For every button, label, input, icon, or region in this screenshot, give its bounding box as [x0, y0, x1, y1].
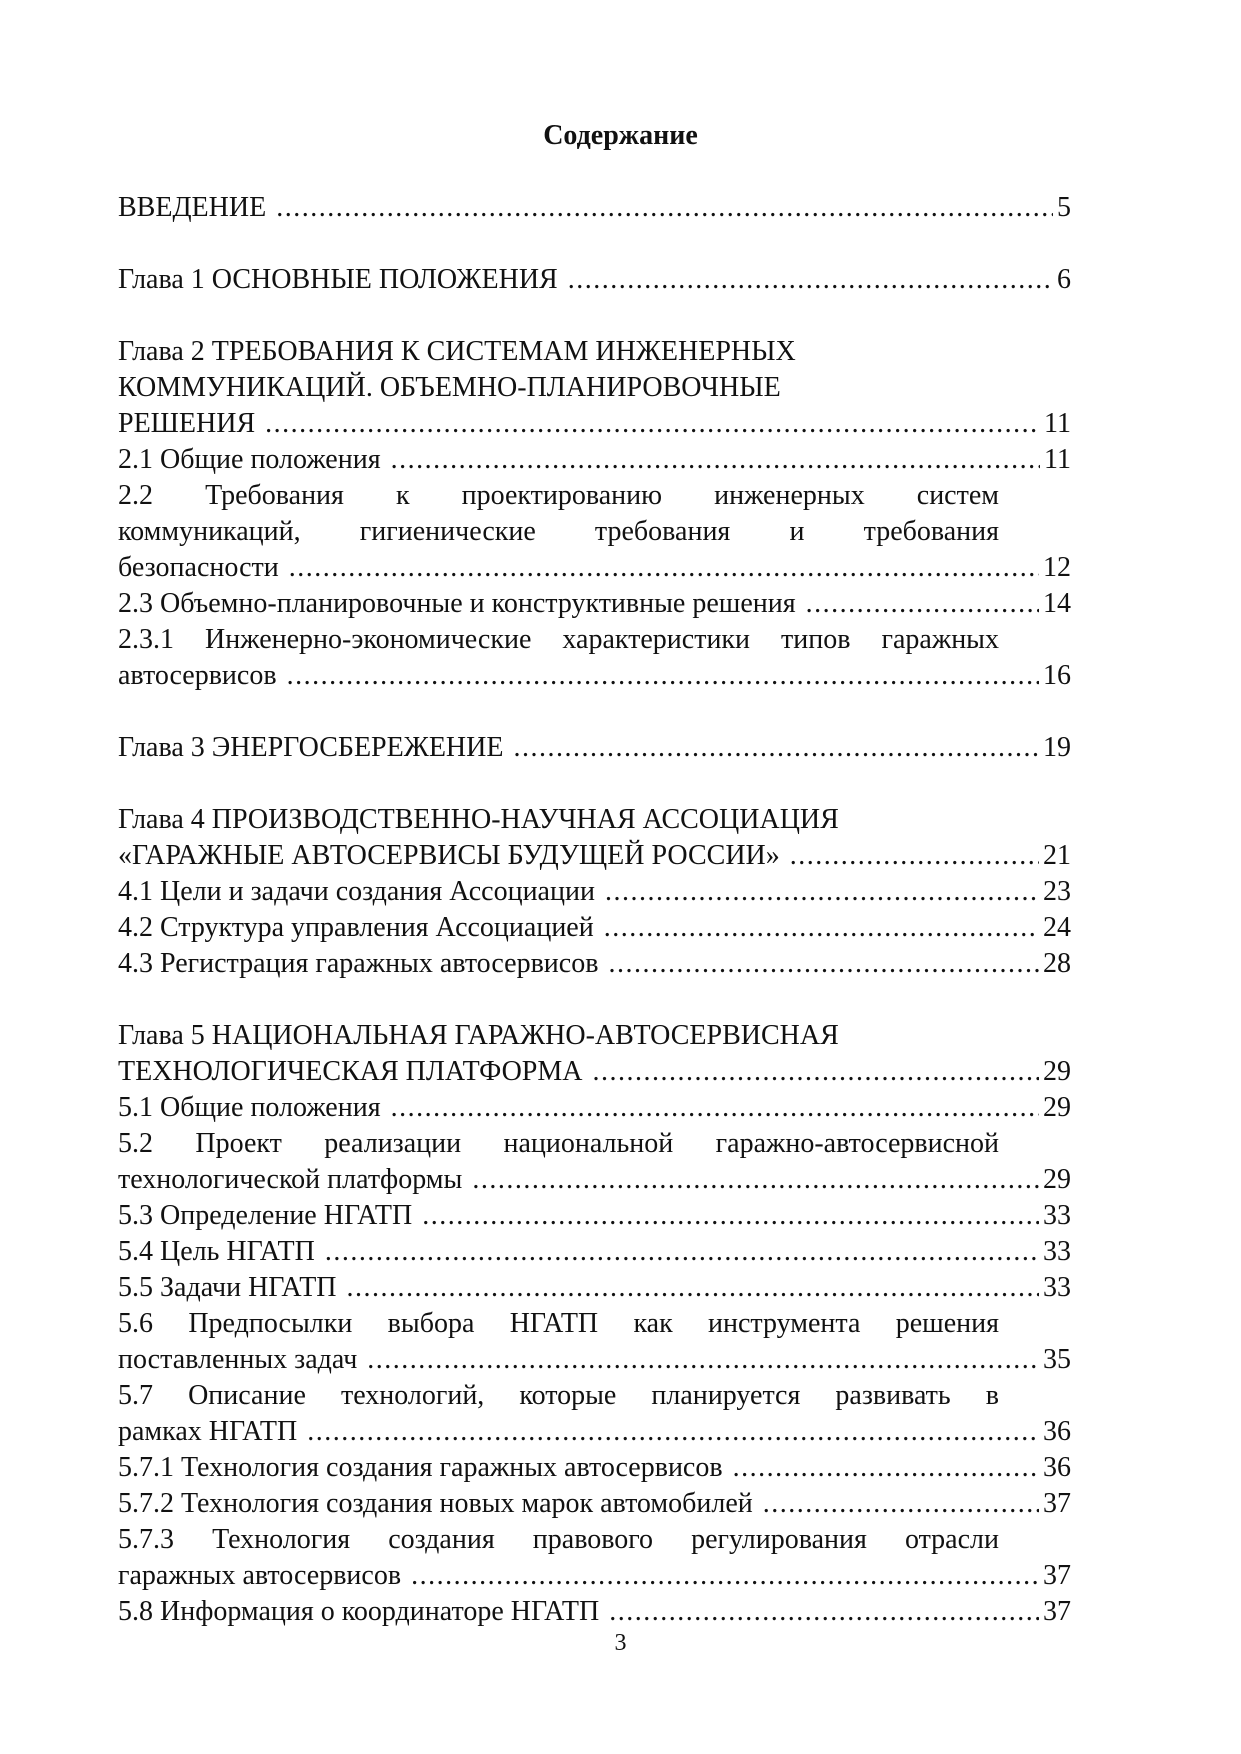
toc-page-number: 16: [1043, 660, 1071, 691]
toc-entry-title: ТЕХНОЛОГИЧЕСКАЯ ПЛАТФОРМА: [118, 1056, 583, 1087]
toc-entry-leader-line: [118, 1162, 1071, 1198]
toc-entry-line: Глава 2 ТРЕБОВАНИЯ К СИСТЕМАМ ИНЖЕНЕРНЫХ: [118, 336, 796, 367]
toc-entry-title: 5.5 Задачи НГАТП: [118, 1272, 337, 1303]
toc-entry-line: коммуникаций, гигиенические требования и требования: [118, 516, 999, 547]
page-number: 3: [614, 1630, 627, 1656]
toc-entry-line: Глава 5 НАЦИОНАЛЬНАЯ ГАРАЖНО-АВТОСЕРВИСНАЯ: [118, 1020, 839, 1051]
toc-entry-title: 5.3 Определение НГАТП: [118, 1200, 413, 1231]
dot-leader: [422, 1198, 1039, 1234]
toc-entry-leader-line: [118, 1054, 1071, 1090]
dot-leader: [287, 658, 1039, 694]
toc-page-number: 37: [1043, 1596, 1071, 1627]
toc-entry-leader-line: [118, 658, 1071, 694]
toc-entry[interactable]: [118, 802, 1071, 874]
toc-entry-title: 2.3 Объемно-планировочные и конструктивные решения: [118, 588, 796, 619]
toc-page-number: 19: [1043, 732, 1071, 763]
toc-entry-leader-line: [118, 1234, 1071, 1270]
toc-entry-leader-line: [118, 1594, 1071, 1630]
toc-entry-leader-line: [118, 586, 1071, 622]
dot-leader: [733, 1450, 1039, 1486]
toc-page-number: 33: [1043, 1236, 1071, 1267]
dot-leader: [411, 1558, 1039, 1594]
dot-leader: [568, 262, 1053, 298]
toc-entry-line: КОММУНИКАЦИЙ. ОБЪЕМНО-ПЛАНИРОВОЧНЫЕ: [118, 372, 781, 403]
toc-entry-title: рамках НГАТП: [118, 1416, 298, 1447]
toc-entry-title: Глава 1 ОСНОВНЫЕ ПОЛОЖЕНИЯ: [118, 264, 558, 295]
toc-page-number: 35: [1043, 1344, 1071, 1375]
toc-page-number: 33: [1043, 1272, 1071, 1303]
toc-entry[interactable]: [118, 1450, 1071, 1486]
toc-entry-title: 4.1 Цели и задачи создания Ассоциации: [118, 876, 595, 907]
toc-entry[interactable]: [118, 334, 1071, 442]
toc-page-number: 21: [1043, 840, 1071, 871]
dot-leader: [289, 550, 1039, 586]
toc-entry[interactable]: [118, 478, 1071, 586]
toc-entry[interactable]: [118, 442, 1071, 478]
dot-leader: [276, 190, 1053, 226]
toc-page-number: 37: [1043, 1488, 1071, 1519]
toc-entry[interactable]: [118, 730, 1071, 766]
toc-entry[interactable]: [118, 946, 1071, 982]
toc-entry[interactable]: [118, 1486, 1071, 1522]
toc-entry-leader-line: [118, 550, 1071, 586]
dot-leader: [604, 910, 1039, 946]
toc-entry-title: безопасности: [118, 552, 279, 583]
toc-entry[interactable]: [118, 1090, 1071, 1126]
toc-page-number: 11: [1044, 408, 1071, 439]
dot-leader: [605, 874, 1039, 910]
toc-entry-leader-line: [118, 406, 1071, 442]
toc-entry[interactable]: [118, 622, 1071, 694]
dot-leader: [265, 406, 1040, 442]
dot-leader: [592, 1054, 1039, 1090]
toc-entry-title: 4.3 Регистрация гаражных автосервисов: [118, 948, 599, 979]
toc-entry[interactable]: [118, 1198, 1071, 1234]
toc-entry[interactable]: [118, 1594, 1071, 1630]
toc-page-number: 28: [1043, 948, 1071, 979]
toc-entry-line: 2.3.1 Инженерно-экономические характеристики типов гаражных: [118, 624, 999, 655]
toc-entry-line: 5.6 Предпосылки выбора НГАТП как инструмента решения: [118, 1308, 999, 1339]
dot-leader: [609, 1594, 1039, 1630]
table-of-contents: [118, 190, 1071, 1630]
toc-entry-leader-line: [118, 1450, 1071, 1486]
toc-entry[interactable]: [118, 262, 1071, 298]
toc-entry-line: 5.2 Проект реализации национальной гаражно-автосервисной: [118, 1128, 999, 1159]
toc-page-number: 23: [1043, 876, 1071, 907]
toc-entry-leader-line: [118, 874, 1071, 910]
toc-entry-leader-line: [118, 730, 1071, 766]
dot-leader: [472, 1162, 1039, 1198]
toc-entry-leader-line: [118, 262, 1071, 298]
toc-page-number: 6: [1057, 264, 1071, 295]
toc-page-number: 11: [1044, 444, 1071, 475]
dot-leader: [325, 1234, 1039, 1270]
toc-entry-leader-line: [118, 838, 1071, 874]
toc-entry[interactable]: [118, 1522, 1071, 1594]
toc-entry-title: ВВЕДЕНИЕ: [118, 192, 267, 223]
toc-entry-leader-line: [118, 1486, 1071, 1522]
toc-entry[interactable]: [118, 190, 1071, 226]
toc-entry[interactable]: [118, 1126, 1071, 1198]
toc-entry-line: 2.2 Требования к проектированию инженерных систем: [118, 480, 999, 511]
toc-entry[interactable]: [118, 1270, 1071, 1306]
toc-entry[interactable]: [118, 1306, 1071, 1378]
dot-leader: [806, 586, 1039, 622]
dot-leader: [763, 1486, 1039, 1522]
toc-entry-title: 5.8 Информация о координаторе НГАТП: [118, 1596, 600, 1627]
dot-leader: [347, 1270, 1039, 1306]
toc-entry[interactable]: [118, 910, 1071, 946]
toc-entry-title: автосервисов: [118, 660, 277, 691]
toc-entry[interactable]: [118, 1378, 1071, 1450]
toc-entry-title: гаражных автосервисов: [118, 1560, 402, 1591]
dot-leader: [608, 946, 1039, 982]
toc-entry-title: Глава 3 ЭНЕРГОСБЕРЕЖЕНИЕ: [118, 732, 504, 763]
toc-page-number: 29: [1043, 1056, 1071, 1087]
toc-entry-leader-line: [118, 190, 1071, 226]
dot-leader: [391, 442, 1040, 478]
toc-entry-leader-line: [118, 442, 1071, 478]
toc-page-number: 14: [1043, 588, 1071, 619]
toc-entry-title: 5.4 Цель НГАТП: [118, 1236, 315, 1267]
toc-page-number: 29: [1043, 1092, 1071, 1123]
dot-leader: [307, 1414, 1039, 1450]
toc-entry-leader-line: [118, 910, 1071, 946]
toc-entry-title: поставленных задач: [118, 1344, 358, 1375]
toc-entry-leader-line: [118, 946, 1071, 982]
toc-page-number: 5: [1057, 192, 1071, 223]
toc-entry-line: 5.7.3 Технология создания правового регулирования отрасли: [118, 1524, 999, 1555]
toc-page-number: 12: [1043, 552, 1071, 583]
toc-page-number: 36: [1043, 1416, 1071, 1447]
dot-leader: [391, 1090, 1039, 1126]
toc-entry[interactable]: [118, 1234, 1071, 1270]
toc-entry[interactable]: [118, 874, 1071, 910]
toc-entry-title: технологической платформы: [118, 1164, 463, 1195]
toc-entry-line: Глава 4 ПРОИЗВОДСТВЕННО-НАУЧНАЯ АССОЦИАЦИЯ: [118, 804, 839, 835]
toc-entry-title: 5.7.2 Технология создания новых марок автомобилей: [118, 1488, 753, 1519]
page-title: Содержание: [543, 120, 698, 151]
toc-entry-title: 2.1 Общие положения: [118, 444, 381, 475]
toc-entry[interactable]: [118, 1018, 1071, 1090]
toc-entry-title: РЕШЕНИЯ: [118, 408, 256, 439]
toc-entry-title: 5.1 Общие положения: [118, 1092, 381, 1123]
dot-leader: [790, 838, 1039, 874]
toc-entry-leader-line: [118, 1090, 1071, 1126]
toc-entry-line: 5.7 Описание технологий, которые планируется развивать в: [118, 1380, 999, 1411]
toc-page-number: 36: [1043, 1452, 1071, 1483]
toc-page-number: 29: [1043, 1164, 1071, 1195]
toc-entry-title: 4.2 Структура управления Ассоциацией: [118, 912, 594, 943]
toc-page-number: 37: [1043, 1560, 1071, 1591]
toc-entry-leader-line: [118, 1558, 1071, 1594]
toc-entry-leader-line: [118, 1414, 1071, 1450]
dot-leader: [513, 730, 1039, 766]
toc-entry-title: «ГАРАЖНЫЕ АВТОСЕРВИСЫ БУДУЩЕЙ РОССИИ»: [118, 840, 780, 871]
dot-leader: [367, 1342, 1039, 1378]
toc-page-number: 33: [1043, 1200, 1071, 1231]
toc-entry-title: 5.7.1 Технология создания гаражных автосервисов: [118, 1452, 723, 1483]
toc-entry-leader-line: [118, 1342, 1071, 1378]
toc-entry-leader-line: [118, 1270, 1071, 1306]
toc-entry-leader-line: [118, 1198, 1071, 1234]
toc-entry[interactable]: [118, 586, 1071, 622]
toc-page-number: 24: [1043, 912, 1071, 943]
